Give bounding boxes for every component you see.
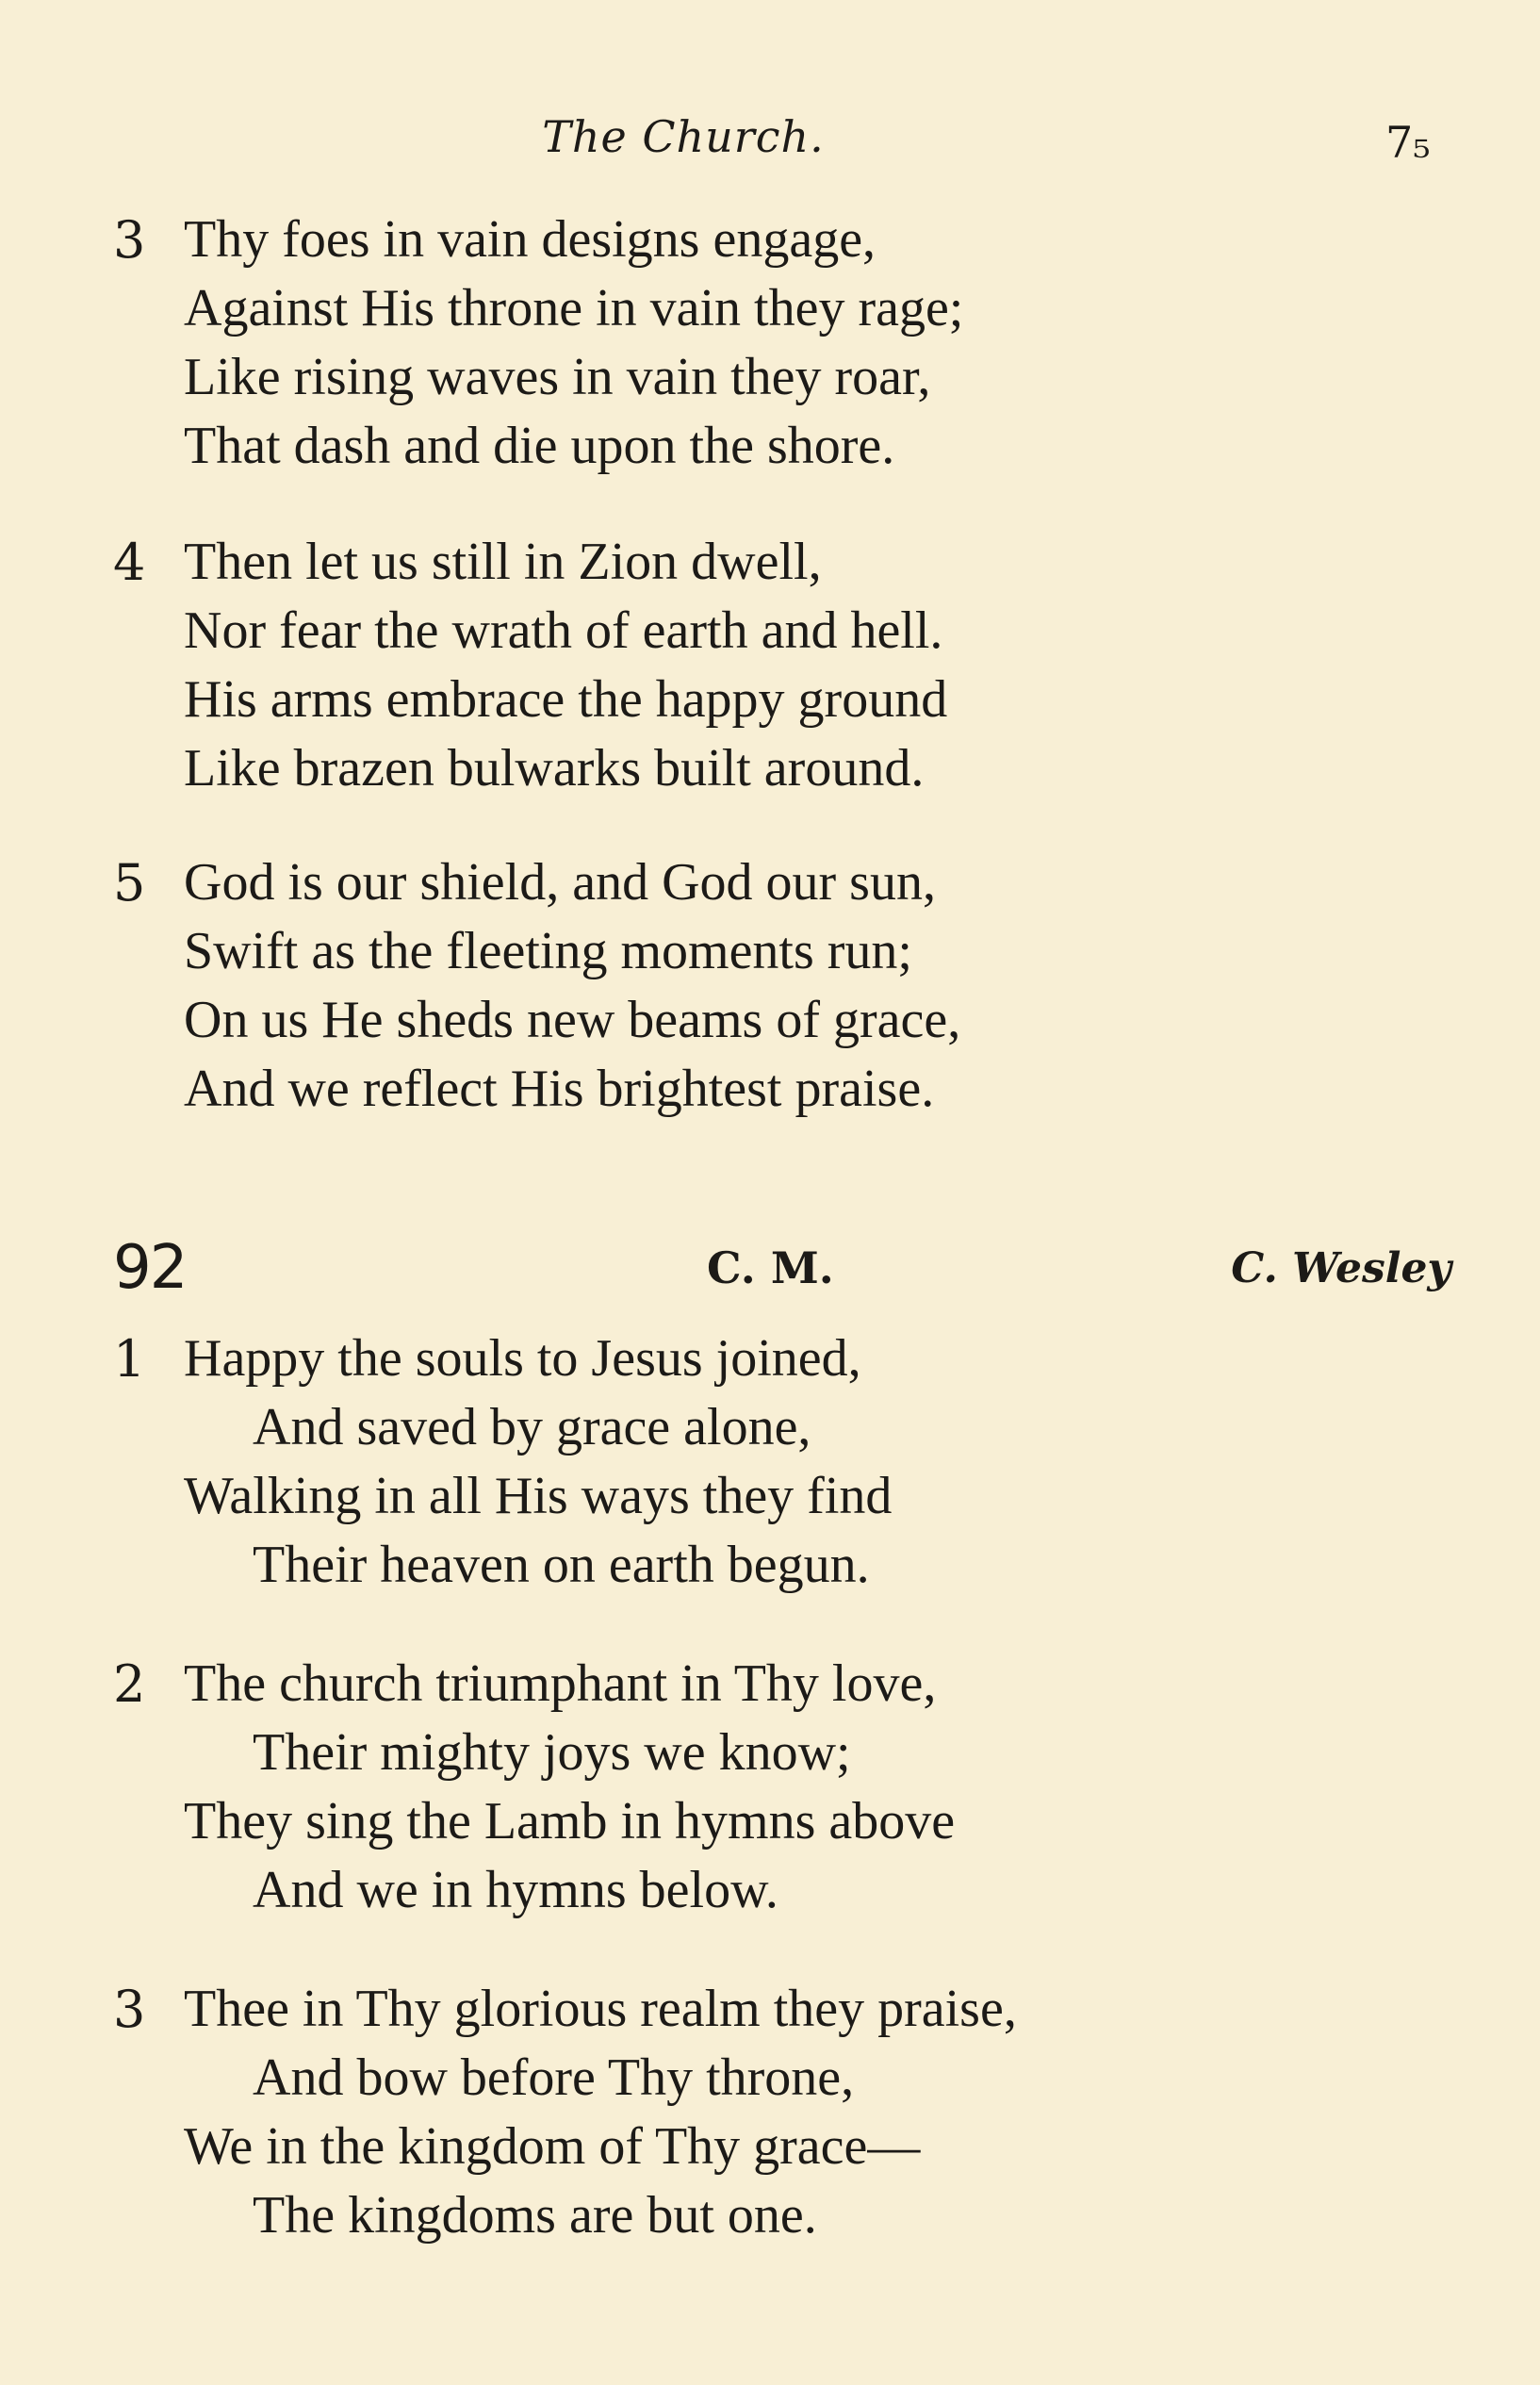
- stanza-number: 5: [113, 853, 146, 913]
- stanza-2-hymn-92: [113, 1650, 1451, 1925]
- hymn-meter: C. M.: [707, 1242, 834, 1293]
- stanza-3-hymn-92: [113, 1975, 1451, 2250]
- stanza-number: 1: [113, 1329, 146, 1389]
- verse-line: Their mighty joys we know;: [253, 1723, 851, 1782]
- stanza-number: 3: [113, 210, 146, 270]
- verse-line: Like rising waves in vain they roar,: [184, 348, 931, 406]
- verse-line: His arms embrace the happy ground: [184, 670, 948, 729]
- verse-line: Like brazen bulwarks built around.: [184, 739, 925, 798]
- verse-line: Happy the souls to Jesus joined,: [184, 1329, 861, 1388]
- hymn-author: C. Wesley: [1231, 1244, 1451, 1292]
- stanza-number: 4: [113, 533, 146, 592]
- stanza-4-top: [113, 528, 1451, 803]
- page-number: 7₅: [1385, 117, 1431, 168]
- verse-line: The church triumphant in Thy love,: [184, 1654, 937, 1713]
- stanza-number: 3: [113, 1980, 146, 2039]
- verse-line: On us He sheds new beams of grace,: [184, 991, 961, 1049]
- verse-line: Against His throne in vain they rage;: [184, 279, 964, 337]
- stanza-5-top: [113, 848, 1451, 1124]
- verse-line: They sing the Lamb in hymns above: [184, 1792, 956, 1850]
- verse-line: Nor fear the wrath of earth and hell.: [184, 601, 943, 660]
- hymn-heading: [113, 1233, 1451, 1308]
- stanza-number: 2: [113, 1654, 146, 1714]
- verse-line: Their heaven on earth begun.: [253, 1536, 870, 1594]
- verse-line: The kingdoms are but one.: [253, 2186, 817, 2245]
- verse-line: Walking in all His ways they find: [184, 1467, 893, 1525]
- verse-line: Thee in Thy glorious realm they praise,: [184, 1980, 1017, 2038]
- verse-line: God is our shield, and God our sun,: [184, 853, 936, 912]
- stanza-1-hymn-92: [113, 1324, 1451, 1600]
- hymn-number: 92: [113, 1233, 187, 1303]
- stanza-3-top: [113, 206, 1451, 481]
- verse-line: Thy foes in vain designs engage,: [184, 210, 876, 269]
- verse-line: And we reflect His brightest praise.: [184, 1060, 935, 1118]
- verse-line: Then let us still in Zion dwell,: [184, 533, 822, 591]
- verse-line: And bow before Thy throne,: [253, 2048, 855, 2107]
- verse-line: And saved by grace alone,: [253, 1398, 811, 1456]
- running-header-title: The Church.: [542, 111, 825, 162]
- verse-line: And we in hymns below.: [253, 1861, 778, 1919]
- verse-line: Swift as the fleeting moments run;: [184, 922, 912, 980]
- verse-line: That dash and die upon the shore.: [184, 417, 895, 475]
- verse-line: We in the kingdom of Thy grace—: [184, 2117, 921, 2176]
